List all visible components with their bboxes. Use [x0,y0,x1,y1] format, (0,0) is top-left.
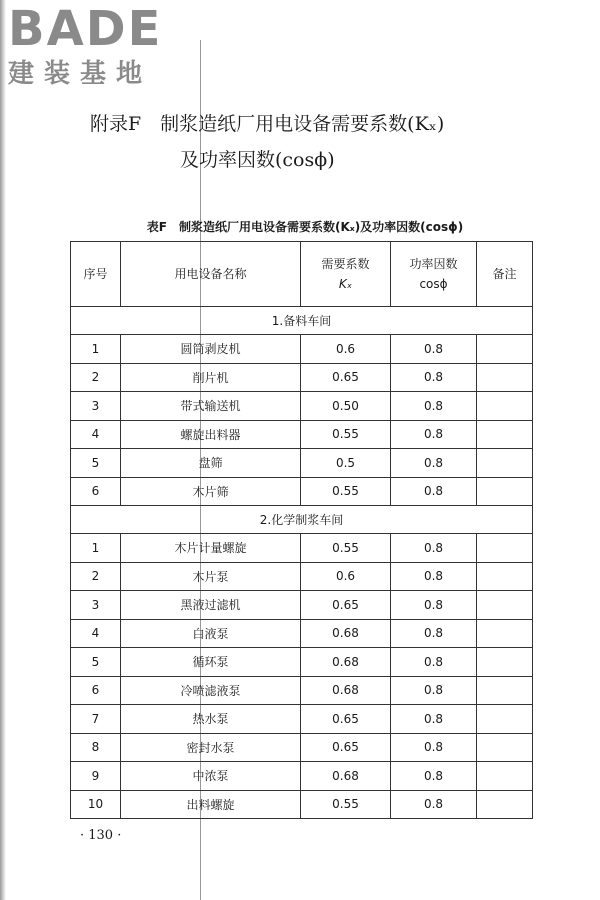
equipment-name: 中浓泵 [121,762,301,791]
remark [477,420,533,449]
demand-coefficient: 0.68 [301,648,391,677]
demand-coefficient: 0.55 [301,790,391,819]
power-factor: 0.8 [391,363,477,392]
demand-coefficient: 0.65 [301,705,391,734]
demand-coefficient: 0.65 [301,363,391,392]
remark [477,705,533,734]
remark [477,335,533,364]
equipment-name: 热水泵 [121,705,301,734]
row-index: 1 [71,335,121,364]
demand-coefficient: 0.55 [301,534,391,563]
equipment-name: 削片机 [121,363,301,392]
remark [477,790,533,819]
remark [477,591,533,620]
remark [477,676,533,705]
page-number: · 130 · [80,828,122,843]
row-index: 1 [71,534,121,563]
header-index: 序号 [71,242,121,307]
power-factor: 0.8 [391,705,477,734]
table-row [71,676,533,705]
power-factor: 0.8 [391,534,477,563]
equipment-name: 循环泵 [121,648,301,677]
table-row [71,363,533,392]
power-factor: 0.8 [391,477,477,506]
row-index: 6 [71,676,121,705]
table-row [71,335,533,364]
header-equipment-name: 用电设备名称 [121,242,301,307]
demand-coefficient: 0.68 [301,762,391,791]
table-row [71,449,533,478]
power-factor: 0.8 [391,790,477,819]
row-index: 6 [71,477,121,506]
power-factor: 0.8 [391,676,477,705]
power-factor: 0.8 [391,335,477,364]
remark [477,619,533,648]
header-remark: 备注 [477,242,533,307]
remark [477,477,533,506]
equipment-name: 盘筛 [121,449,301,478]
remark [477,449,533,478]
heading-line-2: 及功率因数(cosϕ) [180,149,335,171]
row-index: 10 [71,790,121,819]
demand-coefficient: 0.5 [301,449,391,478]
remark [477,392,533,421]
table-caption: 表F 制浆造纸厂用电设备需要系数(Kₓ)及功率因数(cosϕ) [146,220,464,234]
equipment-name: 木片泵 [121,562,301,591]
heading-line-1: 附录F 制浆造纸厂用电设备需要系数(Kₓ) [90,113,445,135]
section-title: 1.备料车间 [71,307,533,335]
table-row [71,648,533,677]
row-index: 9 [71,762,121,791]
equipment-name: 出料螺旋 [121,790,301,819]
equipment-name: 白液泵 [121,619,301,648]
remark [477,648,533,677]
row-index: 2 [71,363,121,392]
power-factor: 0.8 [391,648,477,677]
table-row [71,733,533,762]
table-row [71,619,533,648]
demand-coefficient: 0.55 [301,420,391,449]
table-row [71,477,533,506]
demand-coefficient: 0.55 [301,477,391,506]
table-row [71,392,533,421]
row-index: 4 [71,619,121,648]
remark [477,534,533,563]
row-index: 5 [71,449,121,478]
remark [477,363,533,392]
equipment-name: 带式输送机 [121,392,301,421]
power-factor: 0.8 [391,449,477,478]
demand-coefficient: 0.50 [301,392,391,421]
power-factor: 0.8 [391,562,477,591]
appendix-heading [90,106,444,178]
table-body [71,307,533,819]
table-row [71,562,533,591]
demand-coefficient: 0.68 [301,676,391,705]
header-demand-coefficient: 需要系数 Kₓ [301,242,391,307]
row-index: 3 [71,392,121,421]
table-row [71,591,533,620]
remark [477,733,533,762]
page-left-edge [0,0,6,900]
row-index: 4 [71,420,121,449]
equipment-name: 黑液过滤机 [121,591,301,620]
demand-coefficient: 0.6 [301,562,391,591]
logo-subtitle: 建装基地 [8,59,153,89]
equipment-name: 螺旋出料器 [121,420,301,449]
coefficient-table [70,241,533,819]
table-row [71,705,533,734]
demand-coefficient: 0.65 [301,591,391,620]
equipment-name: 木片筛 [121,477,301,506]
equipment-name: 密封水泵 [121,733,301,762]
section-title: 2.化学制浆车间 [71,506,533,534]
power-factor: 0.8 [391,619,477,648]
row-index: 7 [71,705,121,734]
row-index: 5 [71,648,121,677]
power-factor: 0.8 [391,420,477,449]
equipment-name: 冷喷滤液泵 [121,676,301,705]
watermark-logo [8,1,163,90]
equipment-name: 木片计量螺旋 [121,534,301,563]
demand-coefficient: 0.6 [301,335,391,364]
table-row [71,762,533,791]
section-header-row [71,307,533,335]
header-power-factor: 功率因数 cosϕ [391,242,477,307]
remark [477,562,533,591]
remark [477,762,533,791]
row-index: 3 [71,591,121,620]
table-row [71,534,533,563]
power-factor: 0.8 [391,591,477,620]
logo-word: BADE [8,1,163,57]
row-index: 2 [71,562,121,591]
equipment-name: 圆筒剥皮机 [121,335,301,364]
demand-coefficient: 0.68 [301,619,391,648]
table-row [71,420,533,449]
power-factor: 0.8 [391,733,477,762]
power-factor: 0.8 [391,392,477,421]
power-factor: 0.8 [391,762,477,791]
section-header-row [71,506,533,534]
table-row [71,790,533,819]
row-index: 8 [71,733,121,762]
demand-coefficient: 0.65 [301,733,391,762]
table-header-row [71,242,533,307]
